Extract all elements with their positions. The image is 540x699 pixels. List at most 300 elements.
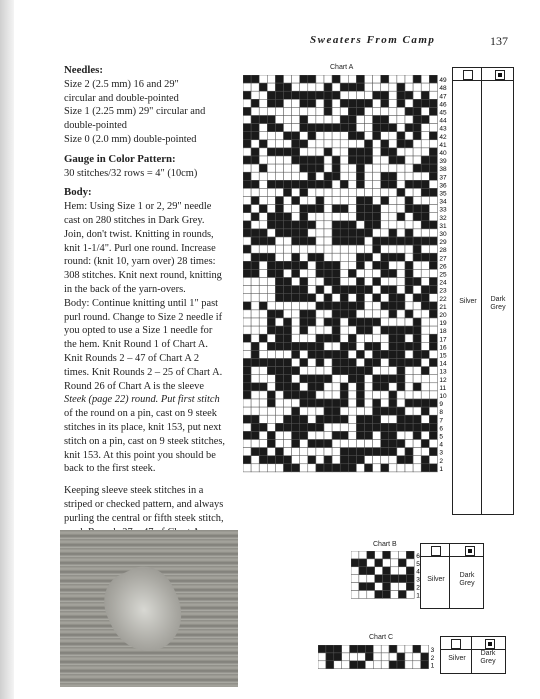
chart-a-cell (324, 213, 332, 221)
chart-a-cell (381, 221, 389, 229)
chart-a-cell (429, 302, 437, 310)
chart-c-cell (350, 645, 358, 653)
chart-a-cell (413, 367, 421, 375)
chart-a-cell (340, 188, 348, 196)
chart-a-cell (243, 261, 251, 269)
chart-a-cell (405, 326, 413, 334)
chart-a-cell (397, 253, 405, 261)
chart-a-cell (324, 245, 332, 253)
chart-a-cell (324, 107, 332, 115)
legend-header-rule (453, 80, 513, 81)
chart-a-cell (348, 423, 356, 431)
chart-a-cell (340, 448, 348, 456)
chart-a-cell (348, 107, 356, 115)
chart-a-cell (429, 286, 437, 294)
chart-a-cell (275, 310, 283, 318)
chart-a-cell (316, 391, 324, 399)
chart-a-cell (340, 423, 348, 431)
chart-a-cell (292, 342, 300, 350)
chart-a-cell (421, 318, 429, 326)
chart-a-cell (332, 342, 340, 350)
chart-a-cell (267, 245, 275, 253)
chart-a-cell (316, 326, 324, 334)
chart-a-cell (413, 375, 421, 383)
chart-a-cell (373, 464, 381, 472)
chart-a-cell (251, 399, 259, 407)
chart-a-cell (243, 180, 251, 188)
chart-a-cell (405, 164, 413, 172)
chart-a-cell (243, 407, 251, 415)
chart-a-cell (300, 261, 308, 269)
chart-a-cell (243, 464, 251, 472)
chart-a-cell (356, 164, 364, 172)
chart-a-cell (267, 132, 275, 140)
chart-a-cell (413, 456, 421, 464)
chart-a-row-number: 25 (439, 271, 447, 279)
chart-a-cell (421, 253, 429, 261)
chart-a-cell (324, 399, 332, 407)
chart-a-cell (397, 367, 405, 375)
chart-a-cell (324, 172, 332, 180)
chart-a-cell (251, 116, 259, 124)
body-line: cast on 280 stitches in Dark Grey. (64, 214, 205, 226)
chart-c-cell (389, 653, 397, 661)
legend-header-rule (421, 556, 483, 557)
chart-a-cell (284, 132, 292, 140)
chart-a-cell (421, 350, 429, 358)
chart-b-row-number: 1 (416, 592, 420, 600)
chart-c-cell (389, 661, 397, 669)
chart-a-cell (365, 140, 373, 148)
chart-a-cell (373, 318, 381, 326)
chart-a-cell (429, 124, 437, 132)
chart-a-cell (373, 375, 381, 383)
chart-a-cell (340, 464, 348, 472)
chart-a-cell (324, 99, 332, 107)
chart-a-cell (365, 75, 373, 83)
chart-a-cell (284, 407, 292, 415)
chart-a-cell (275, 286, 283, 294)
chart-a-cell (332, 229, 340, 237)
chart-a-cell (324, 278, 332, 286)
chart-a-cell (340, 116, 348, 124)
chart-a-cell (292, 188, 300, 196)
chart-a-cell (389, 464, 397, 472)
chart-a-cell (413, 261, 421, 269)
chart-a-cell (251, 107, 259, 115)
chart-a-cell (251, 269, 259, 277)
chart-a-cell (397, 294, 405, 302)
chart-a-cell (405, 464, 413, 472)
chart-c-cell (421, 645, 429, 653)
chart-a-cell (429, 180, 437, 188)
chart-a-cell (381, 399, 389, 407)
chart-a-cell (251, 310, 259, 318)
chart-a-row-number: 40 (439, 150, 447, 157)
chart-a-cell (267, 456, 275, 464)
chart-a-cell (300, 464, 308, 472)
chart-a-cell (429, 205, 437, 213)
chart-a-row-number: 34 (439, 198, 447, 206)
chart-a-cell (397, 197, 405, 205)
chart-a-cell (300, 407, 308, 415)
chart-a-cell (275, 156, 283, 164)
chart-a-cell (243, 205, 251, 213)
chart-b-cell (383, 575, 391, 583)
chart-a-cell (308, 350, 316, 358)
chart-a-cell (389, 188, 397, 196)
header-title: Sweaters From Camp (310, 34, 436, 46)
chart-a-cell (348, 156, 356, 164)
chart-a-cell (316, 342, 324, 350)
chart-a-cell (292, 456, 300, 464)
chart-a-cell (308, 261, 316, 269)
chart-a-cell (243, 294, 251, 302)
chart-c-cell (334, 653, 342, 661)
chart-a-cell (356, 359, 364, 367)
chart-a-cell (348, 116, 356, 124)
chart-a-cell (332, 464, 340, 472)
chart-a-cell (421, 213, 429, 221)
chart-a-cell (365, 391, 373, 399)
chart-a-cell (429, 164, 437, 172)
chart-a-cell (300, 367, 308, 375)
chart-a-cell (397, 431, 405, 439)
chart-a-cell (267, 180, 275, 188)
chart-a-cell (284, 253, 292, 261)
chart-a-cell (300, 391, 308, 399)
chart-a-cell (243, 318, 251, 326)
chart-b-cell (398, 591, 406, 599)
chart-b-cell (398, 559, 406, 567)
chart-a-cell (405, 75, 413, 83)
chart-a-cell (251, 456, 259, 464)
chart-a-cell (275, 261, 283, 269)
chart-a-cell (267, 431, 275, 439)
chart-a-row-number: 39 (439, 158, 447, 166)
chart-a-cell (421, 278, 429, 286)
chart-a-cell (429, 359, 437, 367)
chart-a-cell (413, 75, 421, 83)
chart-a-cell (332, 245, 340, 253)
chart-a-cell (365, 286, 373, 294)
chart-b-cell (367, 575, 375, 583)
chart-a-cell (348, 148, 356, 156)
chart-a-cell (316, 229, 324, 237)
chart-a-cell (356, 75, 364, 83)
chart-a-cell (340, 197, 348, 205)
chart-a-row-number: 16 (439, 344, 447, 352)
chart-a-cell (324, 383, 332, 391)
chart-a-cell (259, 456, 267, 464)
chart-a-cell (413, 156, 421, 164)
chart-a-cell (316, 448, 324, 456)
body-line: in the back of the yarn-overs. (64, 283, 186, 295)
chart-a-cell (405, 132, 413, 140)
chart-a-cell (243, 188, 251, 196)
chart-a-cell (284, 342, 292, 350)
chart-a-cell (381, 448, 389, 456)
chart-a-cell (267, 415, 275, 423)
chart-a-cell (365, 148, 373, 156)
chart-a-cell (267, 75, 275, 83)
chart-a-cell (332, 107, 340, 115)
chart-a-cell (381, 407, 389, 415)
chart-a-cell (243, 415, 251, 423)
chart-a-cell (389, 310, 397, 318)
chart-a-cell (405, 269, 413, 277)
chart-a-cell (389, 294, 397, 302)
chart-a-cell (348, 83, 356, 91)
chart-c-cell (405, 653, 413, 661)
chart-a-cell (243, 245, 251, 253)
chart-a-cell (373, 448, 381, 456)
chart-a-cell (259, 156, 267, 164)
chart-a-cell (348, 415, 356, 423)
chart-a-cell (332, 91, 340, 99)
chart-a-cell (413, 253, 421, 261)
chart-a-cell (275, 318, 283, 326)
chart-a-cell (373, 116, 381, 124)
chart-a-cell (292, 261, 300, 269)
chart-a-cell (316, 107, 324, 115)
chart-a-cell (267, 269, 275, 277)
chart-a-cell (356, 294, 364, 302)
body-line: knit 153. At this point you should be (64, 449, 216, 461)
chart-a-cell (259, 107, 267, 115)
chart-a-cell (243, 383, 251, 391)
chart-a-cell (389, 107, 397, 115)
chart-a-cell (381, 415, 389, 423)
chart-a-cell (373, 213, 381, 221)
chart-a-cell (259, 221, 267, 229)
chart-a-cell (324, 431, 332, 439)
chart-a-row-number: 38 (439, 166, 447, 174)
chart-a-cell (413, 399, 421, 407)
chart-a-cell (373, 399, 381, 407)
chart-a-cell (413, 350, 421, 358)
chart-a-cell (243, 107, 251, 115)
chart-a-cell (275, 164, 283, 172)
chart-a-cell (275, 342, 283, 350)
chart-a-cell (429, 334, 437, 342)
chart-a-cell (397, 391, 405, 399)
chart-a-cell (365, 188, 373, 196)
chart-c-cell (421, 653, 429, 661)
chart-a-cell (348, 278, 356, 286)
chart-a-cell (284, 310, 292, 318)
chart-a-cell (284, 456, 292, 464)
chart-a-cell (275, 221, 283, 229)
chart-b-cell (351, 583, 359, 591)
chart-a-cell (348, 140, 356, 148)
chart-a-cell (324, 253, 332, 261)
chart-a-cell (365, 302, 373, 310)
chart-a-cell (356, 245, 364, 253)
chart-a-cell (405, 302, 413, 310)
chart-a-cell (308, 375, 316, 383)
chart-a-cell (421, 221, 429, 229)
chart-a-cell (356, 116, 364, 124)
chart-a-cell (421, 99, 429, 107)
chart-a-cell (373, 132, 381, 140)
chart-a-cell (308, 124, 316, 132)
chart-a-cell (413, 116, 421, 124)
needles-line: circular and double-pointed (64, 92, 179, 104)
chart-a-cell (356, 124, 364, 132)
chart-a-cell (365, 229, 373, 237)
chart-a-cell (316, 197, 324, 205)
chart-a-cell (381, 302, 389, 310)
chart-a-cell (332, 180, 340, 188)
chart-a-cell (259, 237, 267, 245)
chart-a-cell (365, 407, 373, 415)
chart-a-cell (316, 375, 324, 383)
chart-a-cell (267, 116, 275, 124)
chart-a-cell (324, 302, 332, 310)
chart-a-cell (389, 391, 397, 399)
chart-a-cell (413, 269, 421, 277)
chart-a-cell (251, 278, 259, 286)
chart-a-cell (413, 415, 421, 423)
chart-a-cell (421, 75, 429, 83)
chart-a-cell (300, 286, 308, 294)
chart-a-cell (284, 391, 292, 399)
chart-a-cell (389, 180, 397, 188)
chart-a-cell (381, 375, 389, 383)
chart-a-cell (267, 148, 275, 156)
chart-a-cell (308, 197, 316, 205)
chart-a-cell (348, 188, 356, 196)
chart-a-cell (267, 294, 275, 302)
legend-light-swatch (451, 639, 461, 649)
chart-a-cell (275, 245, 283, 253)
chart-a-cell (381, 359, 389, 367)
chart-a-cell (389, 116, 397, 124)
chart-a-cell (365, 375, 373, 383)
chart-a-cell (397, 334, 405, 342)
chart-a-cell (259, 229, 267, 237)
chart-a-cell (397, 359, 405, 367)
chart-a-cell (389, 342, 397, 350)
chart-a-cell (308, 132, 316, 140)
chart-a-cell (243, 431, 251, 439)
chart-a-cell (429, 148, 437, 156)
chart-a-cell (389, 229, 397, 237)
chart-a-cell (389, 334, 397, 342)
chart-a-cell (267, 334, 275, 342)
chart-a-cell (300, 431, 308, 439)
chart-a-cell (243, 350, 251, 358)
chart-a-cell (429, 245, 437, 253)
chart-c-legend (440, 636, 506, 674)
chart-a-cell (300, 140, 308, 148)
chart-a-cell (365, 116, 373, 124)
chart-a-cell (316, 278, 324, 286)
chart-a-cell (292, 124, 300, 132)
chart-a-cell (324, 423, 332, 431)
chart-a-cell (284, 383, 292, 391)
chart-a-cell (373, 326, 381, 334)
chart-b-row-number: 3 (416, 576, 420, 584)
chart-a-cell (429, 440, 437, 448)
chart-a-cell (259, 116, 267, 124)
chart-a-cell (397, 350, 405, 358)
chart-a-cell (365, 415, 373, 423)
chart-a-cell (316, 431, 324, 439)
chart-a-cell (373, 205, 381, 213)
chart-a-cell (324, 156, 332, 164)
chart-a-cell (251, 302, 259, 310)
chart-a-cell (332, 116, 340, 124)
chart-a-cell (348, 375, 356, 383)
chart-a-cell (259, 245, 267, 253)
chart-c-cell (342, 645, 350, 653)
chart-a-cell (316, 350, 324, 358)
chart-a-cell (267, 286, 275, 294)
chart-a-cell (389, 83, 397, 91)
chart-a-cell (251, 253, 259, 261)
chart-a-cell (259, 334, 267, 342)
chart-a-cell (381, 318, 389, 326)
chart-a-cell (316, 294, 324, 302)
chart-a-cell (316, 407, 324, 415)
chart-a-cell (421, 294, 429, 302)
chart-a-cell (267, 350, 275, 358)
chart-a-cell (300, 294, 308, 302)
chart-a-cell (316, 415, 324, 423)
chart-a-cell (421, 359, 429, 367)
chart-a-cell (259, 213, 267, 221)
chart-a-cell (348, 205, 356, 213)
chart-a-cell (356, 286, 364, 294)
chart-a-cell (300, 148, 308, 156)
chart-b-grid (351, 551, 421, 607)
legend-light-swatch (463, 70, 473, 80)
chart-a-cell (324, 326, 332, 334)
chart-a-cell (340, 124, 348, 132)
chart-a-cell (413, 245, 421, 253)
chart-a-cell (397, 99, 405, 107)
chart-a-cell (405, 399, 413, 407)
chart-a-cell (324, 310, 332, 318)
chart-a-cell (356, 140, 364, 148)
chart-a-cell (267, 310, 275, 318)
chart-b-cell (367, 567, 375, 575)
chart-a-cell (324, 116, 332, 124)
chart-a-cell (348, 350, 356, 358)
chart-a-cell (373, 359, 381, 367)
chart-a-cell (275, 399, 283, 407)
chart-a-cell (348, 286, 356, 294)
chart-a-cell (348, 310, 356, 318)
chart-c-cell (342, 661, 350, 669)
chart-a-cell (267, 83, 275, 91)
needles-heading: Needles: (64, 64, 103, 76)
chart-c-cell (413, 661, 421, 669)
chart-a-cell (243, 253, 251, 261)
chart-a-cell (308, 205, 316, 213)
chart-a-cell (316, 318, 324, 326)
chart-a-cell (284, 440, 292, 448)
chart-c-cell (405, 661, 413, 669)
chart-a-cell (259, 188, 267, 196)
chart-a-cell (356, 197, 364, 205)
chart-a-cell (284, 156, 292, 164)
chart-a-cell (373, 440, 381, 448)
chart-a-cell (405, 391, 413, 399)
chart-a-row-number: 49 (439, 77, 447, 85)
